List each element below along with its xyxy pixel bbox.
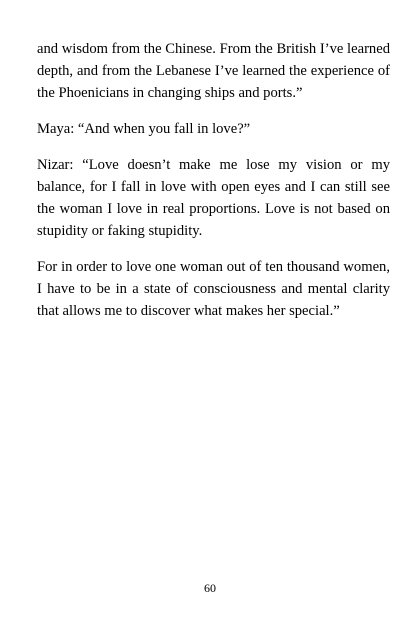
paragraph: For in order to love one woman out of ten thousand women, I have to be in a state of consciousness and mental clarity that allows me to discover what makes her special.” xyxy=(37,259,390,319)
paragraph: Nizar: “Love doesn’t make me lose my vision or my balance, for I fall in love with open eyes and I can still see the woman I love in real proportions. Love is not based on stupidity or faking stupidity. xyxy=(37,157,390,239)
paragraph: and wisdom from the Chinese. From the British I’ve learned depth, and from the Lebanese I’ve learned the experience of the Phoenicians in changing ships and ports.” xyxy=(37,41,390,101)
page-number: 60 xyxy=(204,581,216,595)
page-content xyxy=(37,38,390,336)
paragraph: Maya: “And when you fall in love?” xyxy=(37,121,251,137)
